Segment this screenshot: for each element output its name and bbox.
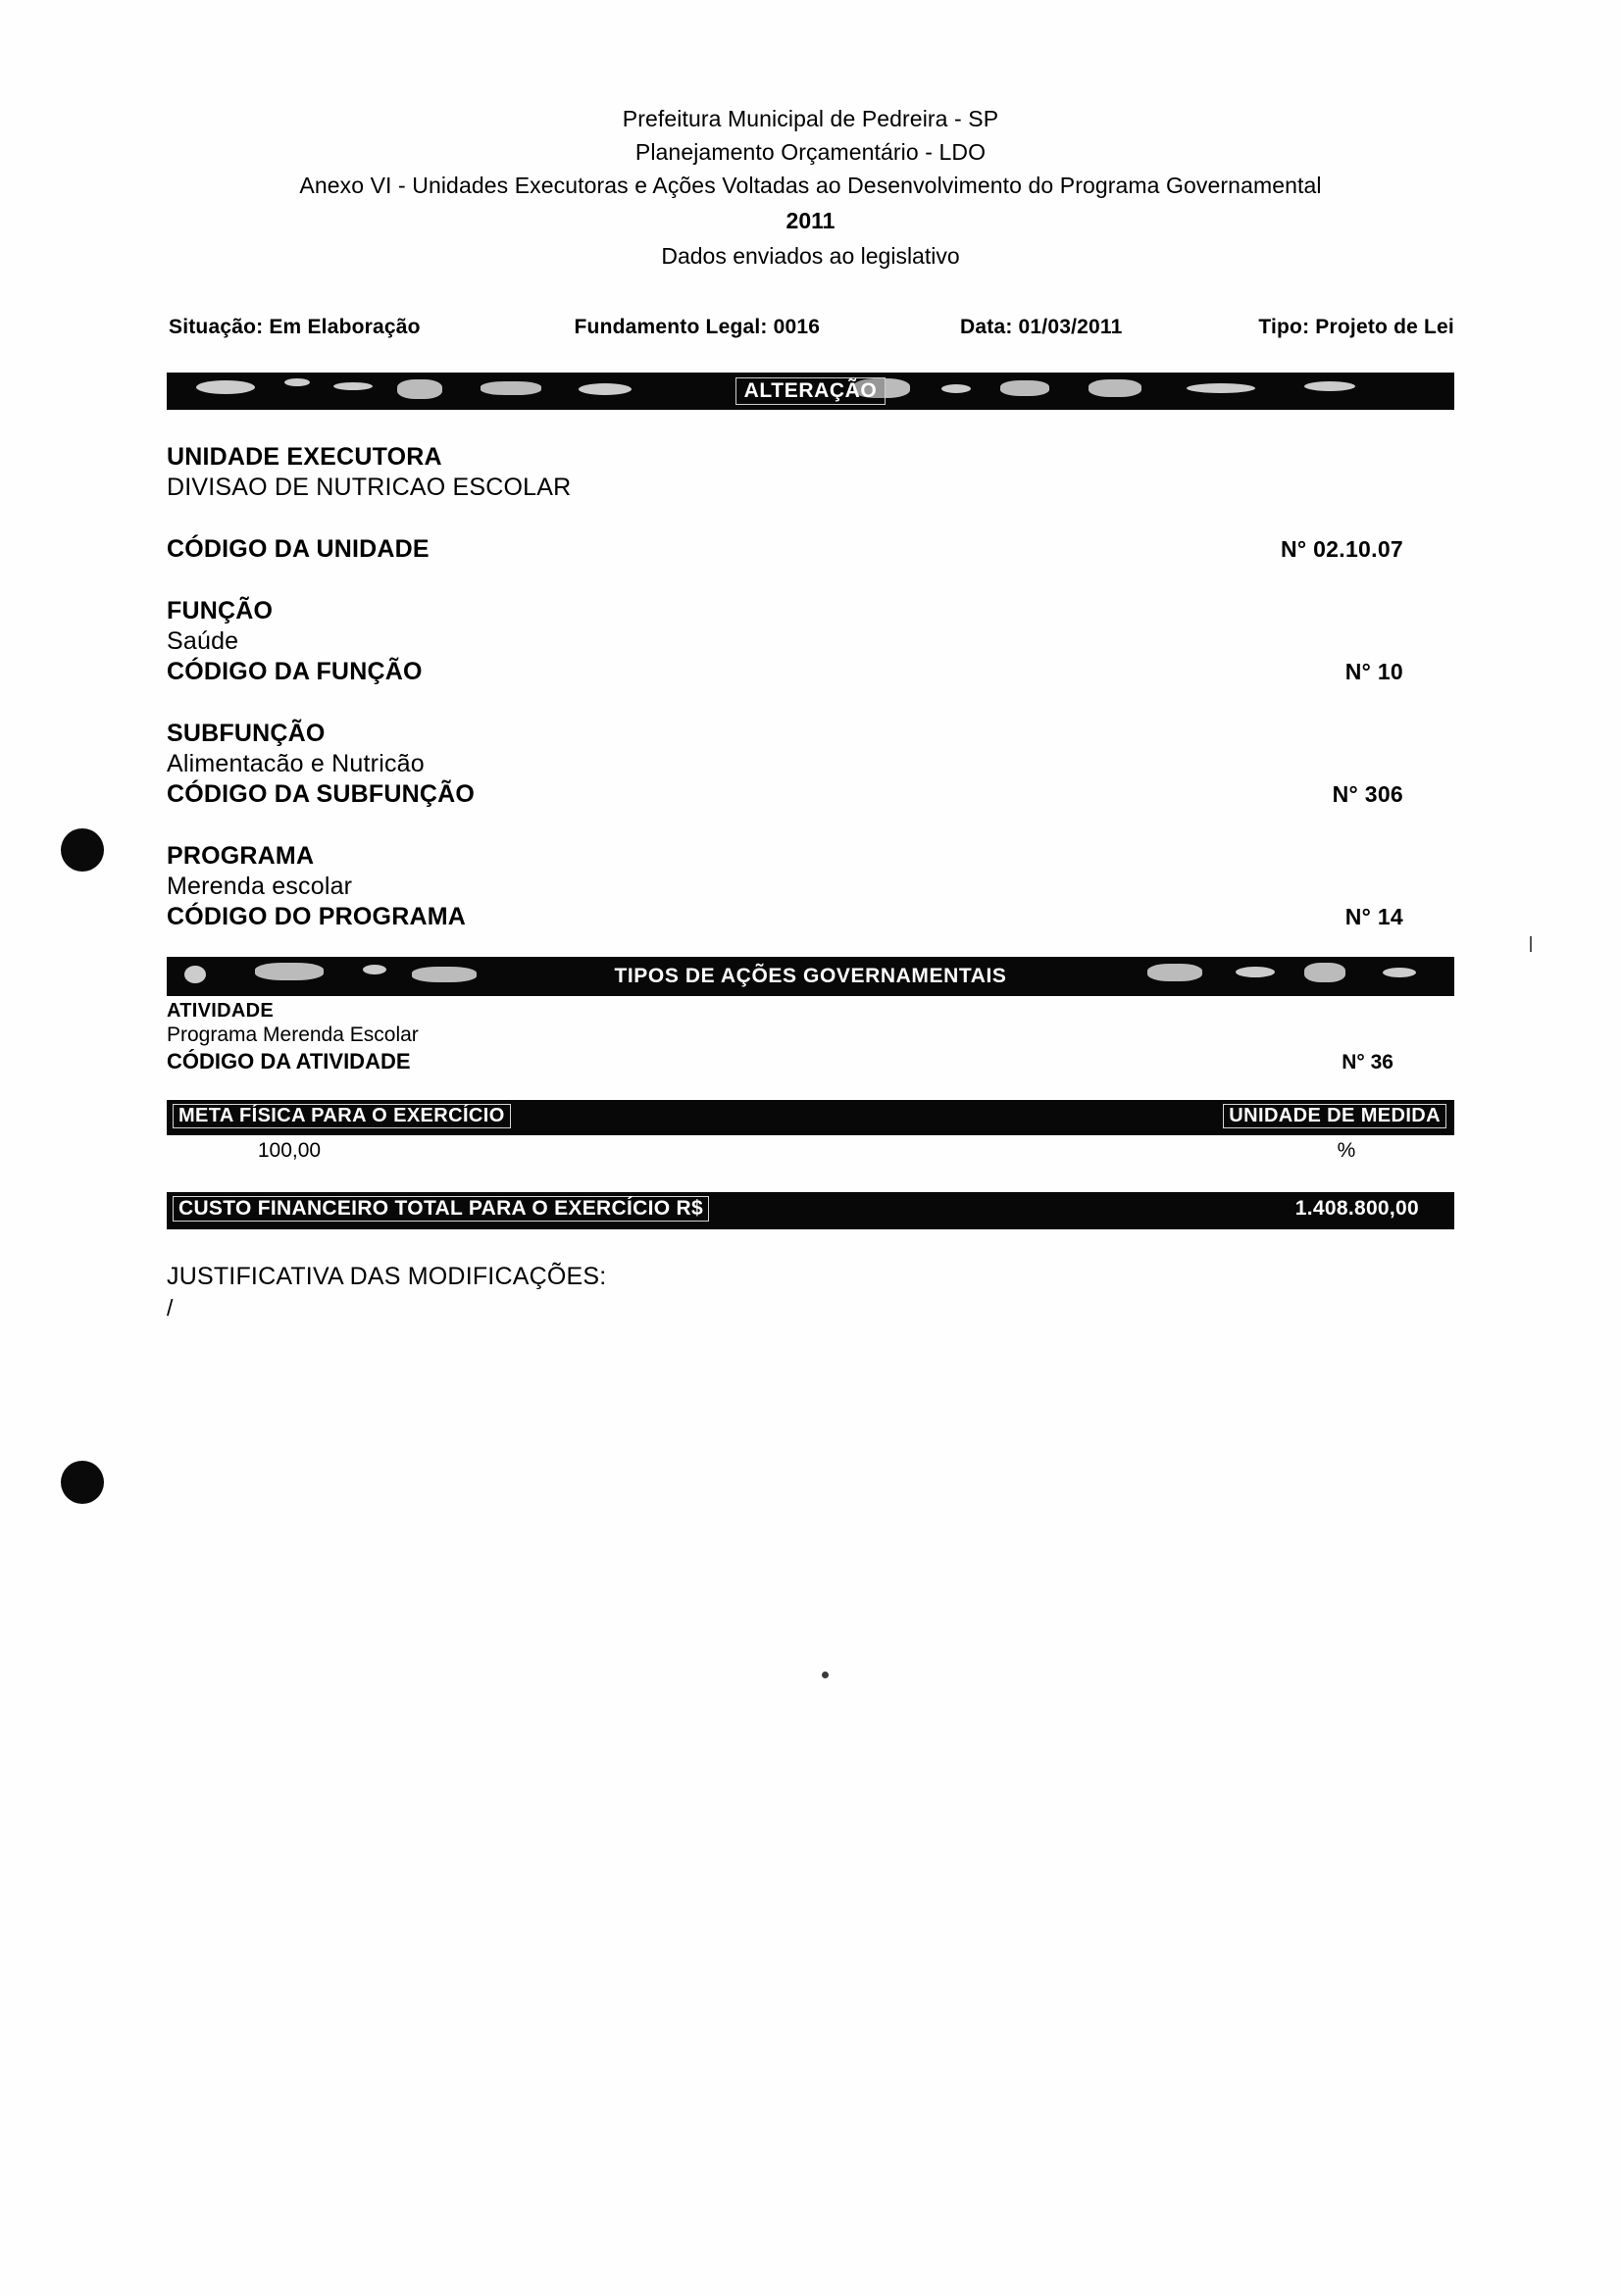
header-subtitle: Dados enviados ao legislativo bbox=[661, 243, 960, 270]
value-programa: Merenda escolar bbox=[167, 873, 353, 901]
meta-values-row bbox=[167, 1139, 1454, 1163]
banner-custo-label: CUSTO FINANCEIRO TOTAL PARA O EXERCÍCIO R$ bbox=[173, 1196, 709, 1222]
value-codigo-unidade: N° 02.10.07 bbox=[1280, 536, 1403, 563]
punch-hole-icon bbox=[61, 1461, 104, 1504]
value-unidade-executora: DIVISAO DE NUTRICAO ESCOLAR bbox=[167, 474, 572, 502]
banner-meta-fisica bbox=[167, 1100, 1454, 1135]
label-atividade: ATIVIDADE bbox=[167, 1000, 274, 1023]
label-codigo-atividade: CÓDIGO DA ATIVIDADE bbox=[167, 1049, 411, 1074]
banner-custo-financeiro bbox=[167, 1192, 1454, 1229]
block-codigo-unidade bbox=[167, 535, 1454, 564]
value-codigo-subfuncao: N° 306 bbox=[1332, 781, 1403, 808]
banner-tipos-acoes bbox=[167, 957, 1454, 996]
header-line-planning: Planejamento Orçamentário - LDO bbox=[634, 139, 987, 166]
punch-hole-icon bbox=[61, 828, 104, 872]
document-header bbox=[0, 0, 1621, 273]
banner-meta-fisica-label: META FÍSICA PARA O EXERCÍCIO bbox=[173, 1104, 511, 1128]
value-codigo-funcao: N° 10 bbox=[1344, 659, 1403, 685]
header-line-municipality: Prefeitura Municipal de Pedreira - SP bbox=[622, 106, 999, 131]
status-row bbox=[0, 316, 1621, 339]
scan-artifact-dot bbox=[822, 1672, 829, 1678]
value-justificativa: / bbox=[167, 1295, 174, 1322]
header-year: 2011 bbox=[785, 208, 836, 234]
label-programa: PROGRAMA bbox=[167, 842, 315, 871]
banner-alteracao bbox=[167, 373, 1454, 410]
label-codigo-funcao: CÓDIGO DA FUNÇÃO bbox=[167, 658, 423, 686]
block-subfuncao bbox=[167, 720, 1454, 809]
value-meta-quantidade: 100,00 bbox=[257, 1139, 322, 1163]
header-line-annex: Anexo VI - Unidades Executoras e Ações Voltadas ao Desenvolvimento do Programa Governamental bbox=[299, 173, 1322, 199]
value-subfuncao: Alimentacão e Nutricão bbox=[167, 750, 425, 778]
fields-container bbox=[0, 443, 1621, 931]
status-fundamento-legal: Fundamento Legal: 0016 bbox=[574, 316, 821, 339]
block-programa bbox=[167, 842, 1454, 931]
banner-tipos-acoes-label: TIPOS DE AÇÕES GOVERNAMENTAIS bbox=[606, 964, 1014, 989]
banner-alteracao-label: ALTERAÇÃO bbox=[735, 377, 886, 405]
block-justificativa bbox=[167, 1263, 1454, 1322]
label-unidade-executora: UNIDADE EXECUTORA bbox=[167, 443, 442, 472]
scan-artifact-tick bbox=[1530, 936, 1532, 952]
label-funcao: FUNÇÃO bbox=[167, 597, 274, 625]
block-funcao bbox=[167, 597, 1454, 686]
status-tipo: Tipo: Projeto de Lei bbox=[1258, 316, 1454, 339]
value-meta-unidade: % bbox=[1337, 1139, 1356, 1163]
banner-unidade-medida-label: UNIDADE DE MEDIDA bbox=[1223, 1104, 1446, 1128]
status-situacao: Situação: Em Elaboração bbox=[169, 316, 421, 339]
label-codigo-programa: CÓDIGO DO PROGRAMA bbox=[167, 903, 466, 931]
label-codigo-subfuncao: CÓDIGO DA SUBFUNÇÃO bbox=[167, 780, 475, 809]
label-codigo-unidade: CÓDIGO DA UNIDADE bbox=[167, 535, 430, 564]
label-subfuncao: SUBFUNÇÃO bbox=[167, 720, 326, 748]
label-justificativa: JUSTIFICATIVA DAS MODIFICAÇÕES: bbox=[167, 1263, 607, 1291]
block-atividade bbox=[0, 1000, 1621, 1074]
value-funcao: Saúde bbox=[167, 627, 239, 656]
value-atividade: Programa Merenda Escolar bbox=[167, 1023, 419, 1047]
value-codigo-atividade: N° 36 bbox=[1342, 1051, 1393, 1074]
block-unidade-executora bbox=[167, 443, 1454, 502]
value-codigo-programa: N° 14 bbox=[1344, 904, 1403, 930]
status-data: Data: 01/03/2011 bbox=[960, 316, 1123, 339]
banner-custo-value: 1.408.800,00 bbox=[1294, 1197, 1419, 1221]
